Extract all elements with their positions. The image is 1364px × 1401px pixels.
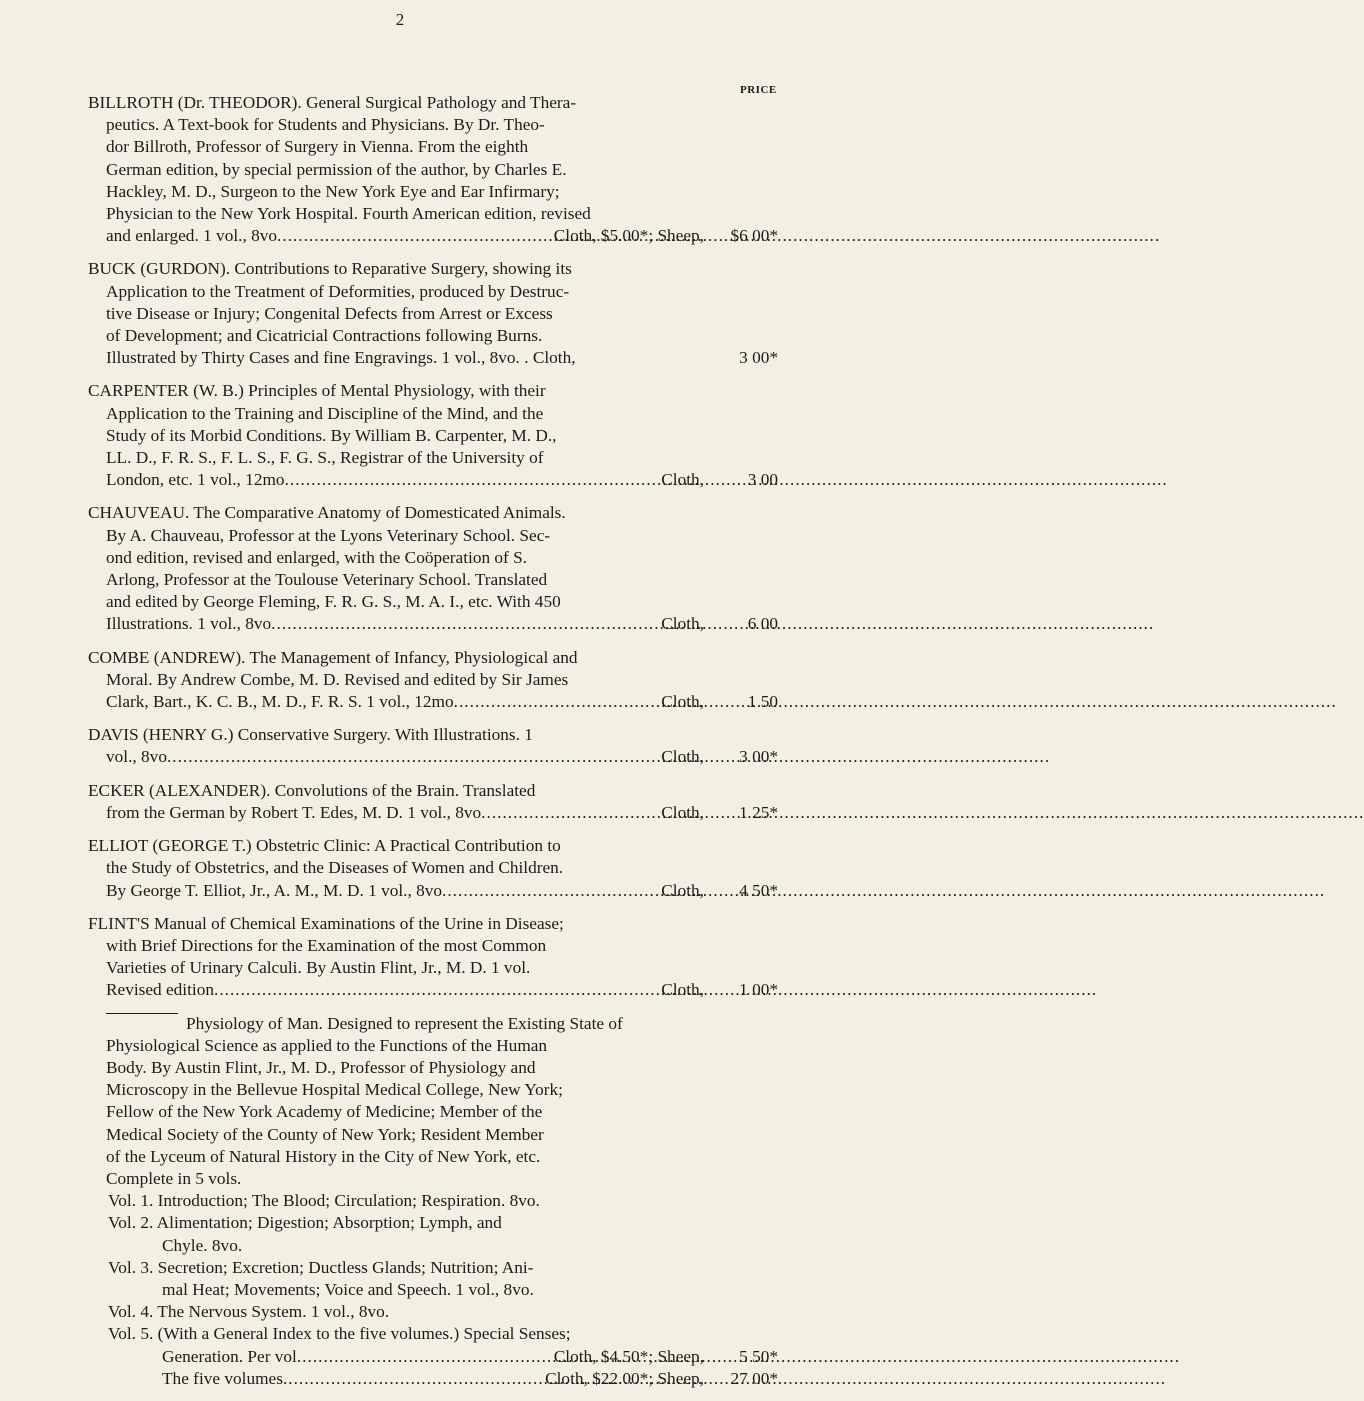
entry-line <box>88 403 778 425</box>
leader-dots <box>454 691 662 713</box>
entry-line <box>88 225 778 247</box>
catalog-listing <box>88 92 778 1401</box>
entry-text: Medical Society of the County of New York; Resident Member <box>106 1124 544 1144</box>
entry-text: Illustrated by Thirty Cases and fine Engravings. 1 vol., 8vo. . Cloth, <box>106 348 576 368</box>
entry-text: By A. Chauveau, Professor at the Lyons Veterinary School. Sec- <box>106 525 551 545</box>
entry-line <box>88 802 778 824</box>
entry-text: Complete in 5 vols. <box>106 1168 242 1188</box>
entry-text: The five volumes <box>162 1368 283 1388</box>
entry-line <box>88 1346 778 1368</box>
entry-line <box>88 835 778 857</box>
entry-text: By George T. Elliot, Jr., A. M., M. D. 1 vol., 8vo <box>106 880 443 900</box>
entry-line <box>88 1101 778 1123</box>
entry-line <box>88 691 778 713</box>
entry-text: Physiology of Man. Designed to represent the Existing State of <box>186 1013 623 1033</box>
entry-text: peutics. A Text-book for Students and Physicians. By Dr. Theo- <box>106 115 545 135</box>
price: 1 25* <box>739 802 778 822</box>
entry-text: Moral. By Andrew Combe, M. D. Revised and edited by Sir James <box>106 669 569 689</box>
entry-line <box>88 1190 778 1212</box>
leader-dots <box>277 225 554 247</box>
entry-line <box>88 114 778 136</box>
entry-text: Arlong, Professor at the Toulouse Veterinary School. Translated <box>106 570 548 590</box>
leader-dots <box>285 469 662 491</box>
price: 3 00 <box>747 470 778 490</box>
entry-text: and edited by George Fleming, F. R. G. S., M. A. I., etc. With 450 <box>106 592 561 612</box>
price: 3 00* <box>739 348 778 368</box>
entry-text: Vol. 2. Alimentation; Digestion; Absorption; Lymph, and <box>108 1213 502 1233</box>
entry-text: tive Disease or Injury; Congenital Defects from Arrest or Excess <box>106 303 553 323</box>
price: 27 00* <box>730 1368 778 1388</box>
entry-line <box>88 1257 778 1279</box>
entry-line <box>88 1124 778 1146</box>
entry-line <box>88 669 778 691</box>
entry-text: Body. By Austin Flint, Jr., M. D., Professor of Physiology and <box>106 1057 536 1077</box>
entry-text: of Development; and Cicatricial Contractions following Burns. <box>106 326 543 346</box>
leader-dots <box>297 1346 554 1368</box>
ditto-rule <box>106 1013 178 1035</box>
entry-text: the Study of Obstetrics, and the Diseases of Women and Children. <box>106 858 564 878</box>
catalog-entry <box>88 835 778 902</box>
entry-text: Generation. Per vol <box>162 1346 297 1366</box>
leader-dots <box>214 979 661 1001</box>
entry-line <box>88 913 778 935</box>
entry-text: Chyle. 8vo. <box>162 1235 243 1255</box>
price: $6 00* <box>730 226 778 246</box>
entry-text: Application to the Training and Discipline of the Mind, and the <box>106 403 544 423</box>
entry-text: dor Billroth, Professor of Surgery in Vienna. From the eighth <box>106 137 529 157</box>
catalog-entry <box>88 724 778 768</box>
entry-line <box>88 502 778 524</box>
catalog-entry <box>88 258 778 369</box>
entry-text: BILLROTH (Dr. THEODOR). General Surgical Pathology and Thera- <box>88 93 577 112</box>
entry-line <box>88 1035 778 1057</box>
entry-line <box>88 1168 778 1190</box>
entry-text: Vol. 4. The Nervous System. 1 vol., 8vo. <box>108 1302 390 1322</box>
catalog-entry <box>88 502 778 635</box>
entry-line <box>88 325 778 347</box>
entry-line <box>88 380 778 402</box>
catalog-entry <box>88 1013 778 1390</box>
entry-text: BUCK (GURDON). Contributions to Reparative Surgery, showing its <box>88 259 572 279</box>
price: 3 00* <box>739 747 778 767</box>
entry-text: Vol. 5. (With a General Index to the five volumes.) Special Senses; <box>108 1324 571 1344</box>
entry-text: Vol. 1. Introduction; The Blood; Circulation; Respiration. 8vo. <box>108 1191 540 1211</box>
price: 6 00 <box>747 614 778 634</box>
entry-line <box>88 92 778 114</box>
price: 4 50* <box>739 880 778 900</box>
entry-line <box>88 591 778 613</box>
entry-text: German edition, by special permission of the author, by Charles E. <box>106 159 567 179</box>
binding-info: Cloth, <box>661 614 704 634</box>
binding-info: Cloth, $22.00*; Sheep, <box>545 1368 704 1388</box>
entry-text: CARPENTER (W. B.) Principles of Mental Physiology, with their <box>88 381 546 401</box>
entry-line <box>88 880 778 902</box>
price: 5 50* <box>739 1346 778 1366</box>
entry-line <box>88 1013 778 1035</box>
entry-text: ond edition, revised and enlarged, with the Coöperation of S. <box>106 547 528 567</box>
entry-text: Fellow of the New York Academy of Medicine; Member of the <box>106 1102 543 1122</box>
entry-text: Varieties of Urinary Calculi. By Austin Flint, Jr., M. D. 1 vol. <box>106 958 531 978</box>
catalog-entry <box>88 780 778 824</box>
binding-info: Cloth, <box>661 692 704 712</box>
entry-text: London, etc. 1 vol., 12mo <box>106 470 285 490</box>
entry-line <box>88 258 778 280</box>
entry-line <box>88 613 778 635</box>
catalog-entry <box>88 92 778 247</box>
entry-line <box>88 181 778 203</box>
entry-text: mal Heat; Movements; Voice and Speech. 1 vol., 8vo. <box>162 1279 534 1299</box>
entry-text: Microscopy in the Bellevue Hospital Medical College, New York; <box>106 1080 563 1100</box>
entry-text: Revised edition <box>106 980 214 1000</box>
entry-text: Hackley, M. D., Surgeon to the New York Eye and Ear Infirmary; <box>106 181 560 201</box>
binding-info: Cloth, <box>661 802 704 822</box>
entry-line <box>88 347 778 369</box>
catalog-entry <box>88 913 778 1002</box>
binding-info: Cloth, $4.50*; Sheep, <box>553 1346 704 1366</box>
entry-line <box>88 136 778 158</box>
entry-line <box>88 525 778 547</box>
entry-line <box>88 746 778 768</box>
entry-text: CHAUVEAU. The Comparative Anatomy of Domesticated Animals. <box>88 503 566 523</box>
entry-line <box>88 647 778 669</box>
entry-text: Vol. 3. Secretion; Excretion; Ductless Glands; Nutrition; Ani- <box>108 1257 534 1277</box>
entry-text: ELLIOT (GEORGE T.) Obstetric Clinic: A Practical Contribution to <box>88 836 561 856</box>
binding-info: Cloth, <box>661 980 704 1000</box>
entry-text: Application to the Treatment of Deformities, produced by Destruc- <box>106 281 570 301</box>
entry-line <box>88 935 778 957</box>
entry-text: Physiological Science as applied to the Functions of the Human <box>106 1035 548 1055</box>
entry-text: vol., 8vo <box>106 747 167 767</box>
entry-line <box>88 425 778 447</box>
entry-line <box>88 724 778 746</box>
entry-line <box>88 569 778 591</box>
page-number: 2 <box>395 10 405 29</box>
entry-text: COMBE (ANDREW). The Management of Infancy, Physiological and <box>88 647 578 667</box>
entry-text: from the German by Robert T. Edes, M. D. 1 vol., 8vo <box>106 802 482 822</box>
leader-dots <box>481 802 661 824</box>
entry-text: Study of its Morbid Conditions. By William B. Carpenter, M. D., <box>106 425 557 445</box>
entry-text: FLINT'S Manual of Chemical Examinations of the Urine in Disease; <box>88 913 564 933</box>
leader-dots <box>442 880 661 902</box>
binding-info: Cloth, $5.00*; Sheep, <box>553 226 704 246</box>
entry-line <box>88 1235 778 1257</box>
entry-line <box>88 1368 778 1390</box>
entry-line <box>88 1279 778 1301</box>
entry-text: with Brief Directions for the Examination of the most Common <box>106 935 547 955</box>
leader-dots <box>271 613 661 635</box>
entry-text: Physician to the New York Hospital. Fourth American edition, revised <box>106 204 591 224</box>
entry-line <box>88 447 778 469</box>
binding-info: Cloth, <box>661 470 704 490</box>
leader-dots <box>167 746 661 768</box>
entry-line <box>88 281 778 303</box>
entry-line <box>88 469 778 491</box>
leader-dots <box>283 1368 545 1390</box>
catalog-entry <box>88 380 778 491</box>
entry-line <box>88 780 778 802</box>
entry-text: Illustrations. 1 vol., 8vo <box>106 614 272 634</box>
entry-text: and enlarged. 1 vol., 8vo <box>106 226 278 246</box>
entry-text: LL. D., F. R. S., F. L. S., F. G. S., Registrar of the University of <box>106 448 544 468</box>
entry-line <box>88 1079 778 1101</box>
entry-line <box>88 1212 778 1234</box>
entry-line <box>88 547 778 569</box>
entry-line <box>88 159 778 181</box>
entry-text: ECKER (ALEXANDER). Convolutions of the Brain. Translated <box>88 780 536 800</box>
binding-info: Cloth, <box>661 880 704 900</box>
entry-line <box>88 957 778 979</box>
price: 1 50 <box>747 692 778 712</box>
entry-line <box>88 203 778 225</box>
entry-line <box>88 979 778 1001</box>
entry-text: of the Lyceum of Natural History in the City of New York, etc. <box>106 1146 541 1166</box>
catalog-entry <box>88 647 778 714</box>
entry-line <box>88 857 778 879</box>
entry-line <box>88 1323 778 1345</box>
entry-text: DAVIS (HENRY G.) Conservative Surgery. With Illustrations. 1 <box>88 725 533 745</box>
price: 1 00* <box>739 980 778 1000</box>
price-column-heading: PRICE <box>740 84 777 96</box>
binding-info: Cloth, <box>661 747 704 767</box>
entry-line <box>88 303 778 325</box>
entry-line <box>88 1057 778 1079</box>
entry-text: Clark, Bart., K. C. B., M. D., F. R. S. 1 vol., 12mo <box>106 692 454 712</box>
entry-line <box>88 1301 778 1323</box>
entry-line <box>88 1146 778 1168</box>
